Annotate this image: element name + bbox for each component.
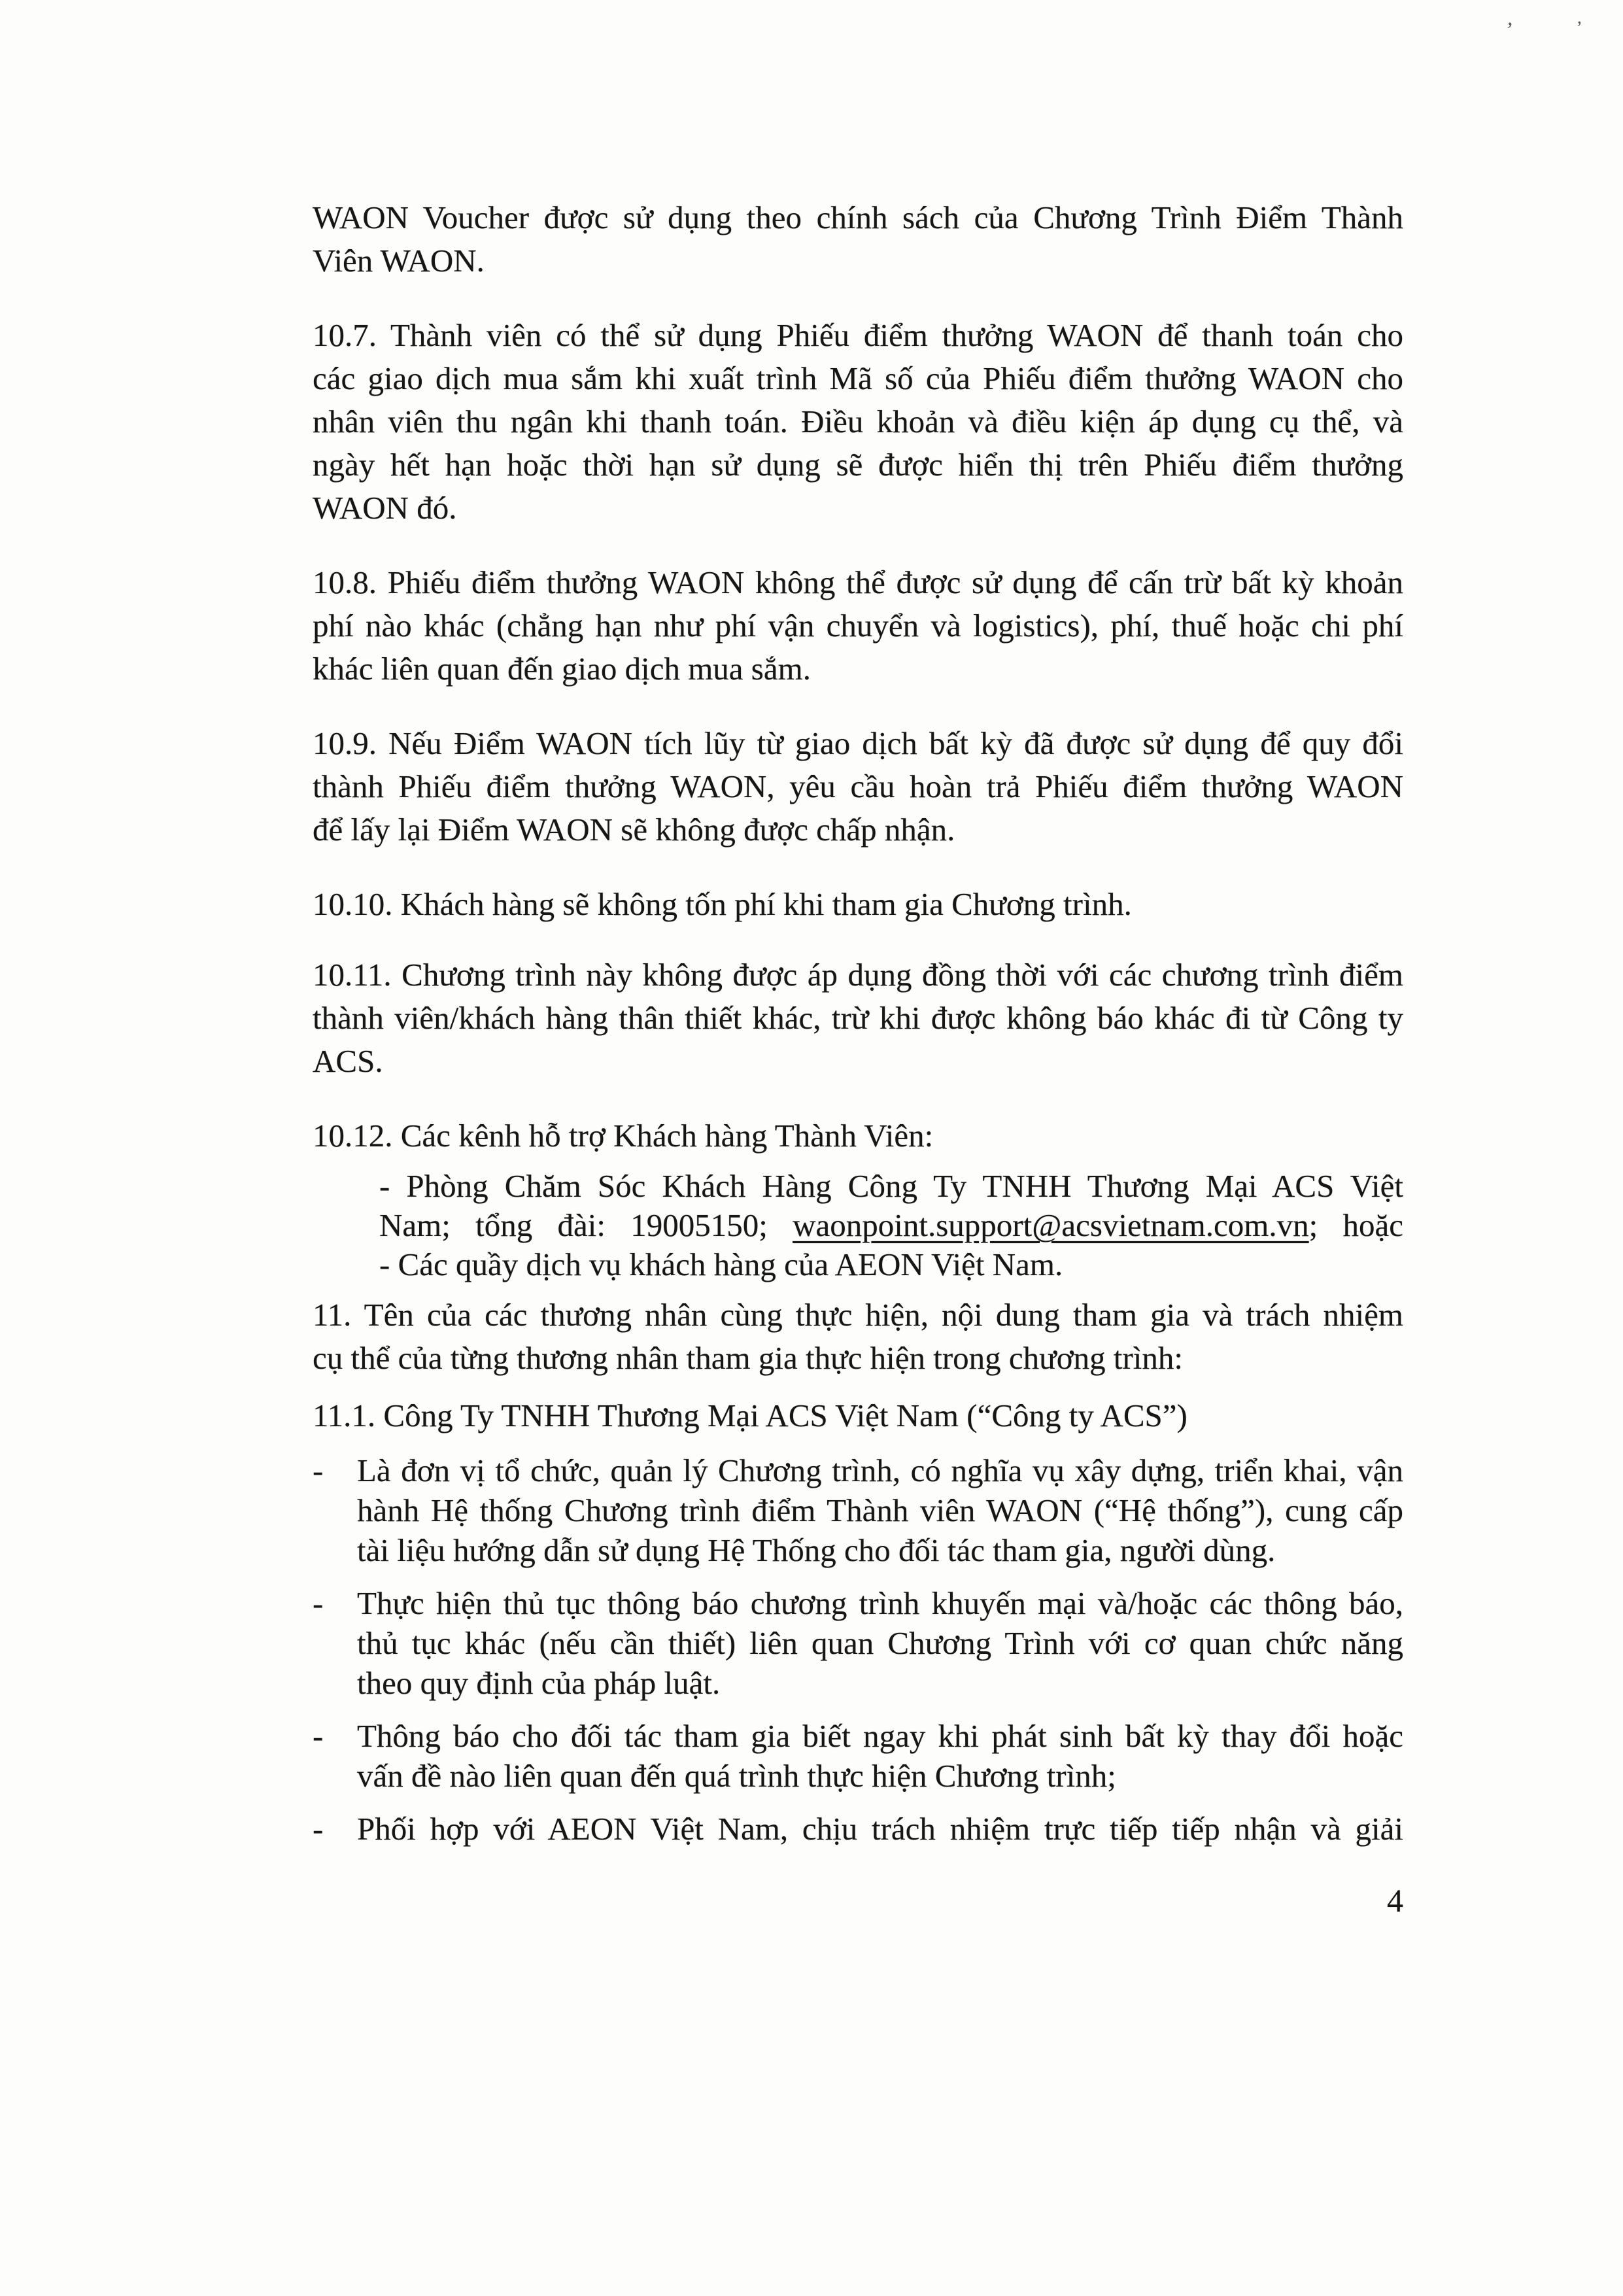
- paragraph-10-8: [313, 561, 1403, 691]
- text-line: 10.11. Chương trình này không được áp dụng đồng thời với các chương trình điểm: [313, 957, 1403, 993]
- paragraph-10-12: [313, 1114, 1403, 1284]
- text-line: phí nào khác (chẳng hạn như phí vận chuyển và logistics), phí, thuế hoặc chi phí: [313, 608, 1403, 643]
- list-item-responsibility-1: [313, 1450, 1403, 1570]
- bullet-dash-marker: -: [313, 1452, 324, 1488]
- bullet-text: [357, 1583, 1403, 1703]
- text-line: Phối hợp với AEON Việt Nam, chịu trách nhiệm trực tiếp tiếp nhận và giải: [357, 1811, 1403, 1847]
- document-body: [313, 196, 1403, 1849]
- text-line: khác liên quan đến giao dịch mua sắm.: [313, 651, 811, 687]
- text-line: Viên WAON.: [313, 243, 485, 279]
- list-item-responsibility-2: [313, 1583, 1403, 1703]
- text-line: WAON đó.: [313, 490, 457, 526]
- paragraph-10-7: [313, 314, 1403, 530]
- text-line: thành Phiếu điểm thưởng WAON, yêu cầu hoàn trả Phiếu điểm thưởng WAON: [313, 768, 1403, 804]
- text-line: ngày hết hạn hoặc thời hạn sử dụng sẽ được hiển thị trên Phiếu điểm thưởng: [313, 447, 1403, 483]
- text-line: WAON Voucher được sử dụng theo chính sách của Chương Trình Điểm Thành: [313, 199, 1403, 235]
- paragraph-11: [313, 1294, 1403, 1380]
- text-line: thành viên/khách hàng thân thiết khác, trừ khi được không báo khác đi từ Công ty: [313, 1000, 1403, 1036]
- text-line: 11.1. Công Ty TNHH Thương Mại ACS Việt Nam (“Công ty ACS”): [313, 1397, 1187, 1433]
- page-number: 4: [1387, 1882, 1403, 1919]
- paragraph-10-9: [313, 722, 1403, 851]
- scan-artifact-mark: ’: [1503, 18, 1514, 43]
- support-channel-item: - Các quầy dịch vụ khách hàng của AEON Việt Nam.: [379, 1246, 1063, 1282]
- bullet-dash-marker: -: [313, 1811, 324, 1847]
- paragraph-intro: [313, 196, 1403, 283]
- text-line: Là đơn vị tổ chức, quản lý Chương trình, có nghĩa vụ xây dựng, triển khai, vận: [357, 1452, 1403, 1488]
- bullet-dash-marker: -: [313, 1718, 324, 1754]
- support-channels-list: [313, 1167, 1403, 1284]
- paragraph-10-11: [313, 953, 1403, 1083]
- text-line: ACS.: [313, 1043, 383, 1079]
- text-line: 11. Tên của các thương nhân cùng thực hiện, nội dung tham gia và trách nhiệm: [313, 1297, 1403, 1333]
- paragraph-10-10: [313, 883, 1403, 926]
- bullet-dash-marker: -: [313, 1585, 324, 1621]
- support-channels-heading: 10.12. Các kênh hỗ trợ Khách hàng Thành Viên:: [313, 1118, 934, 1154]
- support-hotline-line: [379, 1206, 1403, 1245]
- support-hotline-suffix: ; hoặc: [1308, 1207, 1403, 1243]
- text-line: thủ tục khác (nếu cần thiết) liên quan Chương Trình với cơ quan chức năng: [357, 1625, 1403, 1661]
- text-line: nhân viên thu ngân khi thanh toán. Điều khoản và điều kiện áp dụng cụ thể, và: [313, 403, 1403, 439]
- bullet-text: [357, 1809, 1403, 1849]
- support-channel-item: - Phòng Chăm Sóc Khách Hàng Công Ty TNHH Thương Mại ACS Việt: [379, 1168, 1403, 1204]
- text-line: vấn đề nào liên quan đến quá trình thực hiện Chương trình;: [357, 1758, 1116, 1794]
- support-email-link[interactable]: waonpoint.support@acsvietnam.com.vn: [793, 1207, 1309, 1243]
- heading-11-1: [313, 1394, 1403, 1437]
- text-line: theo quy định của pháp luật.: [357, 1665, 721, 1701]
- text-line: 10.9. Nếu Điểm WAON tích lũy từ giao dịch bất kỳ đã được sử dụng để quy đổi: [313, 725, 1403, 761]
- text-line: 10.7. Thành viên có thể sử dụng Phiếu điểm thưởng WAON để thanh toán cho: [313, 317, 1403, 353]
- bullet-text: [357, 1716, 1403, 1796]
- text-line: để lấy lại Điểm WAON sẽ không được chấp nhận.: [313, 812, 955, 848]
- bullet-text: [357, 1450, 1403, 1570]
- support-hotline-text: Nam; tổng đài: 19005150;: [379, 1207, 793, 1243]
- text-line: các giao dịch mua sắm khi xuất trình Mã số của Phiếu điểm thưởng WAON cho: [313, 360, 1403, 396]
- text-line: tài liệu hướng dẫn sử dụng Hệ Thống cho đối tác tham gia, người dùng.: [357, 1532, 1276, 1568]
- text-line: 10.8. Phiếu điểm thưởng WAON không thể được sử dụng để cấn trừ bất kỳ khoản: [313, 564, 1403, 600]
- text-line: hành Hệ thống Chương trình điểm Thành viên WAON (“Hệ thống”), cung cấp: [357, 1492, 1403, 1528]
- list-item-responsibility-4: [313, 1809, 1403, 1849]
- list-item-responsibility-3: [313, 1716, 1403, 1796]
- scan-artifact-mark: ’: [1575, 17, 1583, 39]
- text-line: 10.10. Khách hàng sẽ không tốn phí khi tham gia Chương trình.: [313, 886, 1132, 922]
- text-line: Thực hiện thủ tục thông báo chương trình khuyến mại và/hoặc các thông báo,: [357, 1585, 1403, 1621]
- text-line: Thông báo cho đối tác tham gia biết ngay khi phát sinh bất kỳ thay đổi hoặc: [357, 1718, 1403, 1754]
- text-line: cụ thể của từng thương nhân tham gia thực hiện trong chương trình:: [313, 1340, 1184, 1376]
